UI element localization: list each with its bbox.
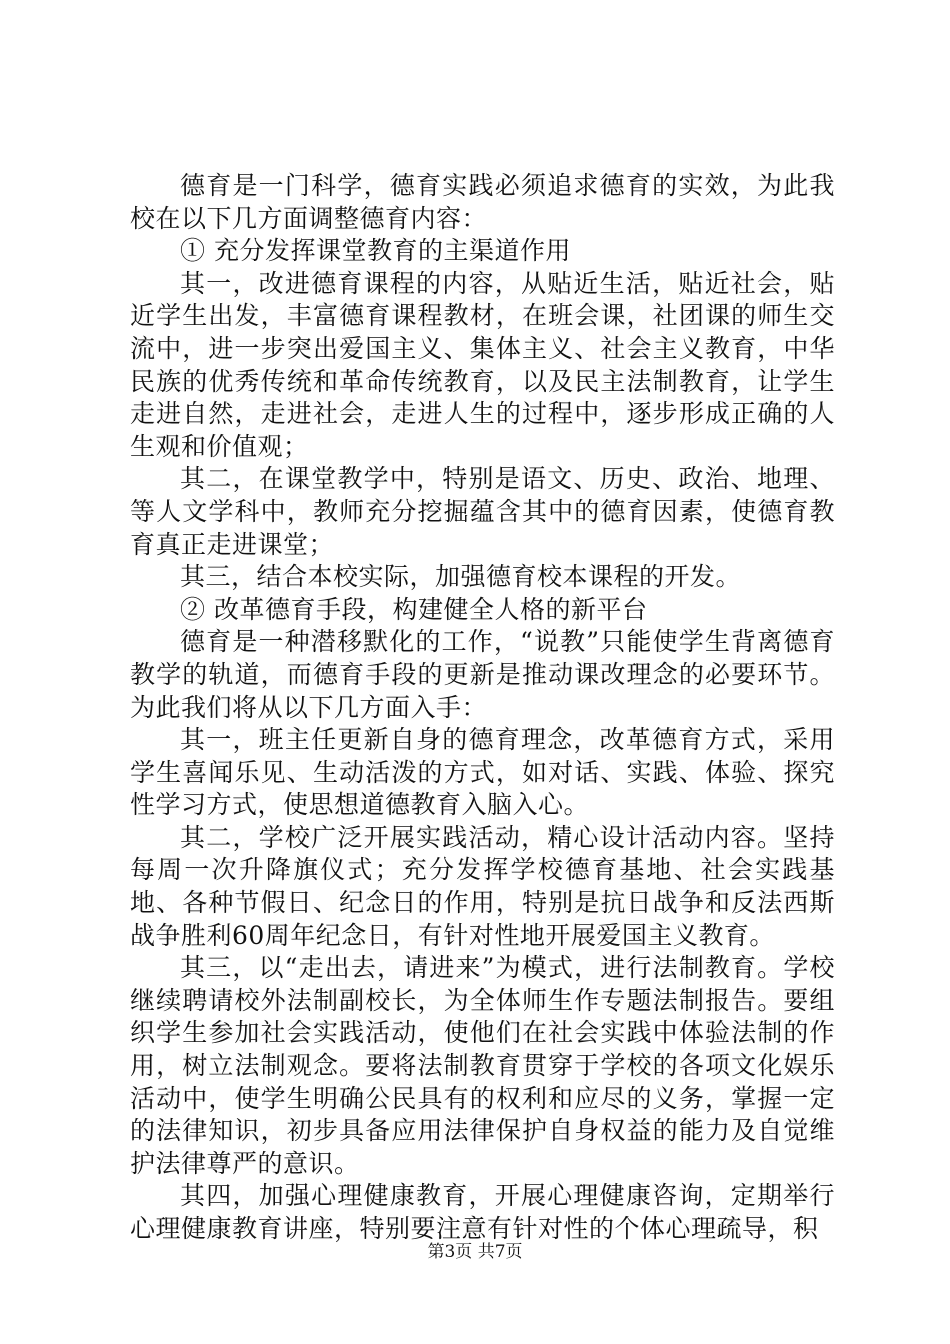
paragraph-1-1: 其一，改进德育课程的内容，从贴近生活，贴近社会，贴近学生出发，丰富德育课程教材，在班会课，社团课的师生交流中，进一步突出爱国主义、集体主义、社会主义教育，中华民族的优秀传统和革命传统教育，以及民主法制教育，让学生走进自然，走进社会，走进人生的过程中，逐步形成正确的人生观和价值观； bbox=[130, 268, 835, 461]
paragraph-2-intro: 德育是一种潜移默化的工作，“说教”只能使学生背离德育教学的轨道，而德育手段的更新是推动课改理念的必要环节。为此我们将从以下几方面入手： bbox=[130, 627, 835, 722]
paragraph-2-1: 其一，班主任更新自身的德育理念，改革德育方式，采用学生喜闻乐见、生动活泼的方式，如对话、实践、体验、探究性学习方式，使思想道德教育入脑入心。 bbox=[130, 725, 835, 820]
paragraph-2-3: 其三，以“走出去，请进来”为模式，进行法制教育。学校继续聘请校外法制副校长，为全体师生作专题法制报告。要组织学生参加社会实践活动，使他们在社会实践中体验法制的作用，树立法制观念。要将法制教育贯穿于学校的各项文化娱乐活动中，使学生明确公民具有的权利和应尽的义务，掌握一定的法律知识，初步具备应用法律保护自身权益的能力及自觉维护法律尊严的意识。 bbox=[130, 953, 835, 1178]
paragraph-1-2: 其二，在课堂教学中，特别是语文、历史、政治、地理、等人文学科中，教师充分挖掘蕴含其中的德育因素，使德育教育真正走进课堂； bbox=[130, 464, 835, 559]
paragraph-2-4: 其四，加强心理健康教育，开展心理健康咨询，定期举行心理健康教育讲座，特别要注意有针对性的个体心理疏导，积 bbox=[130, 1181, 835, 1243]
paragraph-intro: 德育是一门科学，德育实践必须追求德育的实效，为此我校在以下几方面调整德育内容： bbox=[130, 171, 835, 233]
paragraph-2-2: 其二，学校广泛开展实践活动，精心设计活动内容。坚持每周一次升降旗仪式；充分发挥学校德育基地、社会实践基地、各种节假日、纪念日的作用，特别是抗日战争和反法西斯战争胜利60周年纪念日，有针对性地开展爱国主义教育。 bbox=[130, 822, 835, 950]
section-heading-1: ① 充分发挥课堂教育的主渠道作用 bbox=[180, 236, 571, 266]
paragraph-1-3: 其三，结合本校实际，加强德育校本课程的开发。 bbox=[180, 562, 742, 592]
page-number-footer: 第3页 共7页 bbox=[427, 1242, 523, 1262]
section-heading-2: ② 改革德育手段，构建健全人格的新平台 bbox=[180, 594, 648, 624]
document-body bbox=[130, 170, 835, 1246]
